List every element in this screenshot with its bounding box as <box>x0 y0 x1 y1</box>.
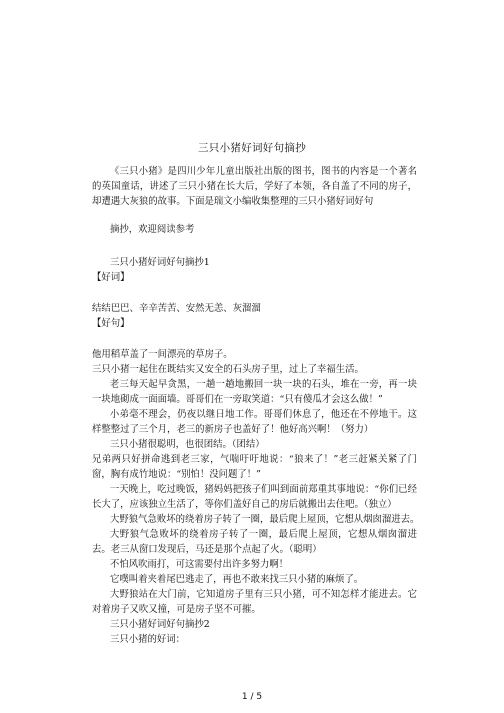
section-heading-2: 三只小猪好词好句摘抄2 <box>110 619 210 630</box>
sentence-item: 不怕风吹雨打，可这需要付出许多努力啊！ <box>110 559 289 570</box>
page-indicator: 1 / 5 <box>241 692 263 702</box>
intro-paragraph: 《三只小猪》是四川少年儿童出版社出版的图书，图书的内容是一个著名的英国童话，讲述了三只小猪在长大后，学好了本领，各自盖了不同的房子，却遭遇大灰狼的故事。下面是瑞文小编收集整理的三只小猪好词好句 <box>92 166 417 207</box>
sentence-item: 小弟毫不理会，仍夜以继日地工作。哥哥们休息了，他还在不停地干。这样整整过了三个月，老三的新房子也盖好了！他好高兴啊！（努力） <box>92 409 417 435</box>
sentence-item: 一天晚上，吃过晚饭，猪妈妈把孩子们叫到面前郑重其事地说：“你们已经长大了，应该独立生活了，等你们盖好自己的房后就搬出去住吧。（独立） <box>92 484 417 510</box>
sentence-item: 大野狼站在大门前，它知道房子里有三只小猪，可不知怎样才能进去。它对着房子又吹又撞，可是房子坚不可摧。 <box>92 589 417 615</box>
good-words-label: 【好词】 <box>92 272 130 283</box>
good-words-list: 结结巴巴、辛辛苦苦、安然无恙、灰溜溜 <box>92 303 261 314</box>
sentence-item: 大野狼气急败坏的绕着房子转了一圈，最后爬上屋顶，它想从烟囱溜进去。 <box>110 514 420 525</box>
sentence-item: 大野狼气急败坏的绕着房子转了一圈，最后爬上屋顶，它想从烟囱溜进去。老三从窗口发现后，马还是那个点起了火。（聪明） <box>92 529 417 555</box>
sentence-item: 三只小猪一起住在既结实又安全的石头房子里，过上了幸福生活。 <box>92 364 364 375</box>
sentence-item: 兄弟两只好拼命逃到老三家，气喘吁吁地说：“狼来了！”老三赶紧关紧了门窗，胸有成竹地说：“别怕！没问题了！” <box>92 454 417 480</box>
sentence-item: 老三每天起早贪黑，一趟一趟地搬回一块一块的石头，堆在一旁，再一块一块地砌成一面面墙。哥哥们在一旁取笑道：“只有傻瓜才会这么做！” <box>92 379 417 405</box>
section-subheading: 三只小猪的好词： <box>110 634 186 645</box>
page-title: 三只小猪好词好句摘抄 <box>198 142 306 154</box>
sentence-item: 它噗叫着夹着尾巴逃走了，再也不敢来找三只小猪的麻烦了。 <box>110 574 364 585</box>
section-heading-1: 三只小猪好词好句摘抄1 <box>110 257 210 268</box>
good-sentences-label: 【好句】 <box>92 318 130 329</box>
sentence-item: 他用稻草盖了一间漂亮的草房子。 <box>92 349 233 360</box>
sentence-item: 三只小猪很聪明，也很团结。（团结） <box>110 439 265 450</box>
welcome-line: 摘抄，欢迎阅读参考 <box>110 224 195 235</box>
